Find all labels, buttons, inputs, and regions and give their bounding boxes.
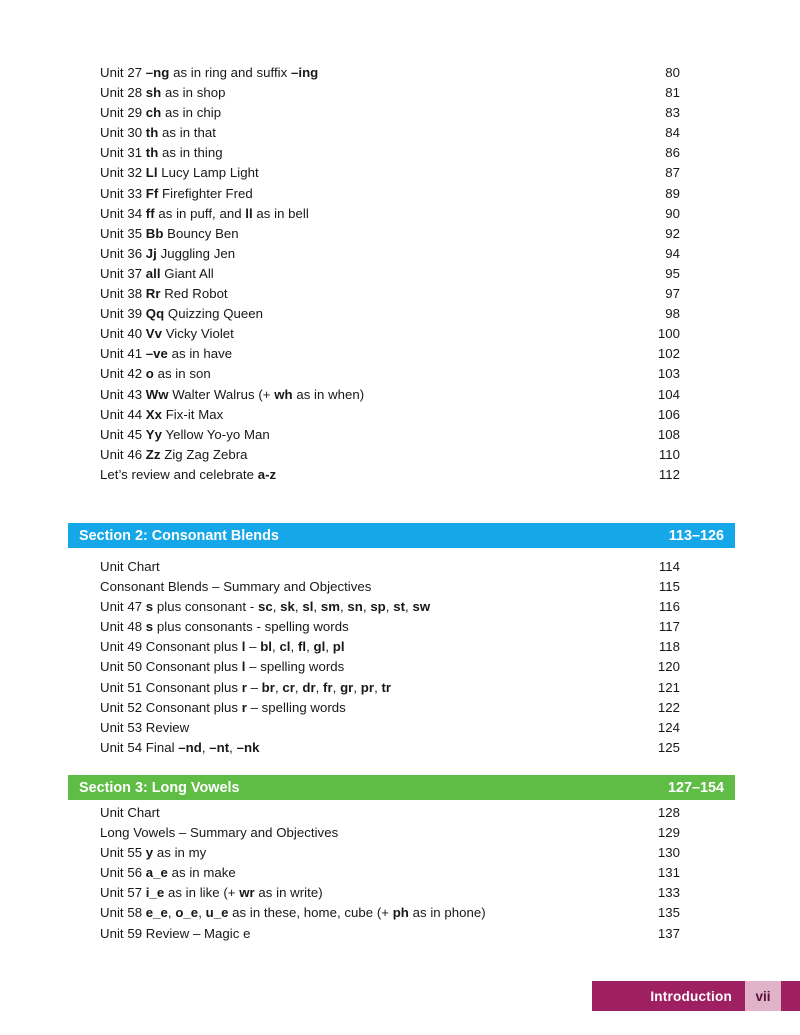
toc-entry-page-number: 108 bbox=[657, 426, 680, 442]
toc-entry[interactable] bbox=[100, 805, 680, 825]
toc-entry-page-number: 128 bbox=[657, 805, 680, 820]
toc-dot-leader bbox=[164, 570, 651, 571]
toc-entry[interactable] bbox=[100, 659, 680, 679]
toc-entry[interactable] bbox=[100, 165, 680, 185]
toc-entry[interactable] bbox=[100, 65, 680, 85]
toc-entry-label: Unit Chart bbox=[100, 805, 160, 820]
toc-entry-label: Let’s review and celebrate a-z bbox=[100, 466, 277, 482]
toc-entry-page-number: 106 bbox=[657, 406, 680, 422]
toc-entry-page-number: 130 bbox=[657, 845, 680, 861]
toc-entry-page-number: 112 bbox=[658, 466, 680, 482]
toc-entry-label: Unit 45 Yy Yellow Yo-yo Man bbox=[100, 426, 270, 442]
toc-dot-leader bbox=[236, 357, 651, 358]
toc-entry-label: Unit 42 o as in son bbox=[100, 366, 211, 382]
toc-dot-leader bbox=[220, 136, 651, 137]
toc-dot-leader bbox=[349, 650, 651, 651]
toc-entry[interactable] bbox=[100, 246, 680, 266]
toc-entry-label: Unit 38 Rr Red Robot bbox=[100, 286, 228, 302]
toc-dot-leader bbox=[227, 156, 651, 157]
toc-entry[interactable] bbox=[100, 905, 680, 925]
toc-entry-page-number: 122 bbox=[657, 699, 680, 715]
toc-entry[interactable] bbox=[100, 286, 680, 306]
toc-entry[interactable] bbox=[100, 700, 680, 720]
section-header-bar[interactable] bbox=[68, 523, 735, 548]
toc-entry-label: Unit 28 sh as in shop bbox=[100, 85, 226, 101]
toc-entry[interactable] bbox=[100, 926, 680, 946]
toc-entry[interactable] bbox=[100, 825, 680, 845]
toc-dot-leader bbox=[322, 76, 651, 77]
toc-entry[interactable] bbox=[100, 680, 680, 700]
toc-dot-leader bbox=[263, 176, 651, 177]
toc-entry-page-number: 110 bbox=[658, 446, 680, 462]
toc-dot-leader bbox=[252, 458, 651, 459]
toc-entry-page-number: 87 bbox=[665, 165, 680, 181]
toc-dot-leader bbox=[227, 418, 651, 419]
toc-entry-label: Unit 54 Final –nd, –nt, –nk bbox=[100, 739, 260, 755]
toc-entry[interactable] bbox=[100, 579, 680, 599]
toc-entry[interactable] bbox=[100, 639, 680, 659]
toc-group bbox=[100, 65, 680, 487]
toc-dot-leader bbox=[327, 896, 651, 897]
section-page-range: 113–126 bbox=[668, 527, 724, 544]
toc-entry-label: Unit 55 y as in my bbox=[100, 845, 207, 861]
toc-entry[interactable] bbox=[100, 407, 680, 427]
toc-dot-leader bbox=[255, 937, 652, 938]
section-title: Section 2: Consonant Blends bbox=[79, 527, 279, 544]
toc-entry-page-number: 118 bbox=[658, 639, 680, 655]
footer-section-title: Introduction bbox=[592, 981, 745, 1011]
toc-dot-leader bbox=[243, 237, 651, 238]
toc-entry-label: Unit 49 Consonant plus l – bl, cl, fl, gl, pl bbox=[100, 639, 345, 655]
toc-entry-label: Unit 46 Zz Zig Zag Zebra bbox=[100, 446, 248, 462]
toc-entry[interactable] bbox=[100, 105, 680, 125]
toc-dot-leader bbox=[230, 96, 652, 97]
toc-entry[interactable] bbox=[100, 387, 680, 407]
toc-dot-leader bbox=[164, 816, 651, 817]
toc-entry-label: Consonant Blends – Summary and Objectives bbox=[100, 579, 372, 595]
toc-entry-page-number: 103 bbox=[657, 366, 680, 382]
toc-entry-page-number: 92 bbox=[665, 225, 680, 241]
toc-entry-label: Unit 29 ch as in chip bbox=[100, 105, 222, 121]
toc-entry-label: Unit 30 th as in that bbox=[100, 125, 216, 141]
toc-entry[interactable] bbox=[100, 326, 680, 346]
toc-dot-leader bbox=[193, 731, 651, 732]
toc-entry-label: Unit 56 a_e as in make bbox=[100, 865, 236, 881]
toc-entry[interactable] bbox=[100, 885, 680, 905]
toc-entry[interactable] bbox=[100, 845, 680, 865]
toc-entry[interactable] bbox=[100, 85, 680, 105]
section-dot-leader bbox=[284, 534, 665, 535]
toc-entry-label: Unit 39 Qq Quizzing Queen bbox=[100, 306, 264, 322]
toc-entry-page-number: 135 bbox=[657, 905, 680, 921]
toc-entry-page-number: 124 bbox=[657, 719, 680, 735]
toc-entry[interactable] bbox=[100, 226, 680, 246]
toc-group bbox=[100, 559, 680, 760]
toc-entry-label: Unit 52 Consonant plus r – spelling words bbox=[100, 699, 346, 715]
toc-entry[interactable] bbox=[100, 145, 680, 165]
toc-entry-page-number: 114 bbox=[658, 559, 680, 574]
toc-entry-page-number: 131 bbox=[657, 865, 680, 881]
toc-entry-label: Unit Chart bbox=[100, 559, 160, 574]
toc-dot-leader bbox=[313, 217, 651, 218]
toc-entry[interactable] bbox=[100, 186, 680, 206]
toc-entry[interactable] bbox=[100, 346, 680, 366]
toc-entry[interactable] bbox=[100, 599, 680, 619]
toc-entry-label: Unit 33 Ff Firefighter Fred bbox=[100, 185, 253, 201]
toc-dot-leader bbox=[280, 478, 651, 479]
toc-entry-label: Long Vowels – Summary and Objectives bbox=[100, 825, 339, 841]
toc-entry-label: Unit 32 Ll Lucy Lamp Light bbox=[100, 165, 259, 181]
toc-entry-page-number: 116 bbox=[658, 599, 680, 615]
toc-entry-page-number: 81 bbox=[665, 85, 680, 101]
toc-entry-label: Unit 41 –ve as in have bbox=[100, 346, 233, 362]
toc-entry-page-number: 125 bbox=[657, 739, 680, 755]
toc-entry[interactable] bbox=[100, 467, 680, 487]
toc-entry-label: Unit 31 th as in thing bbox=[100, 145, 223, 161]
footer-page-number: vii bbox=[745, 981, 781, 1011]
toc-entry[interactable] bbox=[100, 266, 680, 286]
toc-entry-label: Unit 27 –ng as in ring and suffix –ing bbox=[100, 65, 319, 80]
toc-dot-leader bbox=[375, 590, 651, 591]
toc-entry-page-number: 94 bbox=[665, 245, 680, 261]
toc-entry-label: Unit 40 Vv Vicky Violet bbox=[100, 326, 234, 342]
toc-entry[interactable] bbox=[100, 740, 680, 760]
section-dot-leader bbox=[244, 786, 664, 787]
toc-dot-leader bbox=[490, 916, 651, 917]
toc-entry-label: Unit 57 i_e as in like (+ wr as in write) bbox=[100, 885, 323, 901]
toc-entry-page-number: 121 bbox=[657, 679, 680, 695]
toc-dot-leader bbox=[342, 836, 651, 837]
toc-entry-label: Unit 48 s plus consonants - spelling words bbox=[100, 619, 349, 635]
toc-entry-label: Unit 34 ff as in puff, and ll as in bell bbox=[100, 205, 309, 221]
toc-entry-label: Unit 59 Review – Magic e bbox=[100, 925, 251, 941]
toc-entry[interactable] bbox=[100, 427, 680, 447]
toc-entry-page-number: 98 bbox=[665, 306, 680, 322]
section-page-range: 127–154 bbox=[667, 779, 724, 796]
toc-entry-page-number: 115 bbox=[658, 579, 680, 595]
toc-entry-page-number: 97 bbox=[665, 286, 680, 302]
toc-dot-leader bbox=[348, 670, 651, 671]
toc-entry-page-number: 86 bbox=[665, 145, 680, 161]
toc-dot-leader bbox=[442, 610, 651, 611]
toc-dot-leader bbox=[274, 438, 651, 439]
toc-dot-leader bbox=[267, 317, 651, 318]
toc-group bbox=[100, 805, 680, 946]
toc-entry-label: Unit 50 Consonant plus l – spelling words bbox=[100, 659, 345, 675]
toc-entry-page-number: 102 bbox=[657, 346, 680, 362]
toc-entry-page-number: 104 bbox=[657, 386, 680, 402]
toc-dot-leader bbox=[350, 711, 651, 712]
toc-dot-leader bbox=[353, 630, 651, 631]
toc-dot-leader bbox=[215, 377, 651, 378]
toc-entry-page-number: 117 bbox=[658, 619, 680, 635]
footer-end-cap bbox=[781, 981, 800, 1011]
toc-entry[interactable] bbox=[100, 447, 680, 467]
toc-entry-label: Unit 58 e_e, o_e, u_e as in these, home, cube (+ ph as in phone) bbox=[100, 905, 486, 921]
toc-entry-label: Unit 51 Consonant plus r – br, cr, dr, fr, gr, pr, tr bbox=[100, 679, 392, 695]
toc-entry-page-number: 133 bbox=[657, 885, 680, 901]
toc-entry-label: Unit 37 all Giant All bbox=[100, 265, 214, 281]
section-title: Section 3: Long Vowels bbox=[79, 779, 240, 796]
toc-entry[interactable] bbox=[100, 306, 680, 326]
toc-dot-leader bbox=[225, 116, 651, 117]
toc-entry-page-number: 84 bbox=[665, 125, 680, 141]
toc-entry-label: Unit 53 Review bbox=[100, 719, 190, 735]
toc-entry[interactable] bbox=[100, 559, 680, 579]
toc-dot-leader bbox=[257, 197, 651, 198]
toc-entry-page-number: 129 bbox=[657, 825, 680, 841]
toc-dot-leader bbox=[240, 876, 651, 877]
toc-entry-page-number: 89 bbox=[665, 185, 680, 201]
toc-dot-leader bbox=[395, 691, 651, 692]
toc-entry[interactable] bbox=[100, 619, 680, 639]
toc-entry-page-number: 100 bbox=[657, 326, 680, 342]
section-header-bar[interactable] bbox=[68, 775, 735, 800]
toc-dot-leader bbox=[210, 856, 651, 857]
toc-entry-label: Unit 44 Xx Fix-it Max bbox=[100, 406, 224, 422]
toc-entry[interactable] bbox=[100, 865, 680, 885]
toc-entry[interactable] bbox=[100, 125, 680, 145]
toc-dot-leader bbox=[232, 297, 651, 298]
toc-entry-page-number: 120 bbox=[657, 659, 680, 675]
toc-dot-leader bbox=[239, 257, 651, 258]
toc-entry-page-number: 83 bbox=[665, 105, 680, 121]
toc-entry[interactable] bbox=[100, 720, 680, 740]
page-footer bbox=[592, 981, 800, 1011]
toc-entry-label: Unit 43 Ww Walter Walrus (+ wh as in when) bbox=[100, 386, 365, 402]
toc-entry-page-number: 137 bbox=[657, 925, 680, 941]
toc-dot-leader bbox=[263, 751, 651, 752]
toc-dot-leader bbox=[368, 398, 651, 399]
toc-entry-label: Unit 35 Bb Bouncy Ben bbox=[100, 225, 239, 241]
toc-entry[interactable] bbox=[100, 366, 680, 386]
toc-dot-leader bbox=[238, 337, 651, 338]
toc-entry-page-number: 90 bbox=[665, 205, 680, 221]
toc-entry-label: Unit 36 Jj Juggling Jen bbox=[100, 245, 236, 261]
toc-entry-page-number: 80 bbox=[665, 65, 680, 80]
toc-entry-page-number: 95 bbox=[665, 265, 680, 281]
toc-entry-label: Unit 47 s plus consonant - sc, sk, sl, sm, sn, sp, st, sw bbox=[100, 599, 431, 615]
toc-entry[interactable] bbox=[100, 206, 680, 226]
toc-dot-leader bbox=[218, 277, 651, 278]
